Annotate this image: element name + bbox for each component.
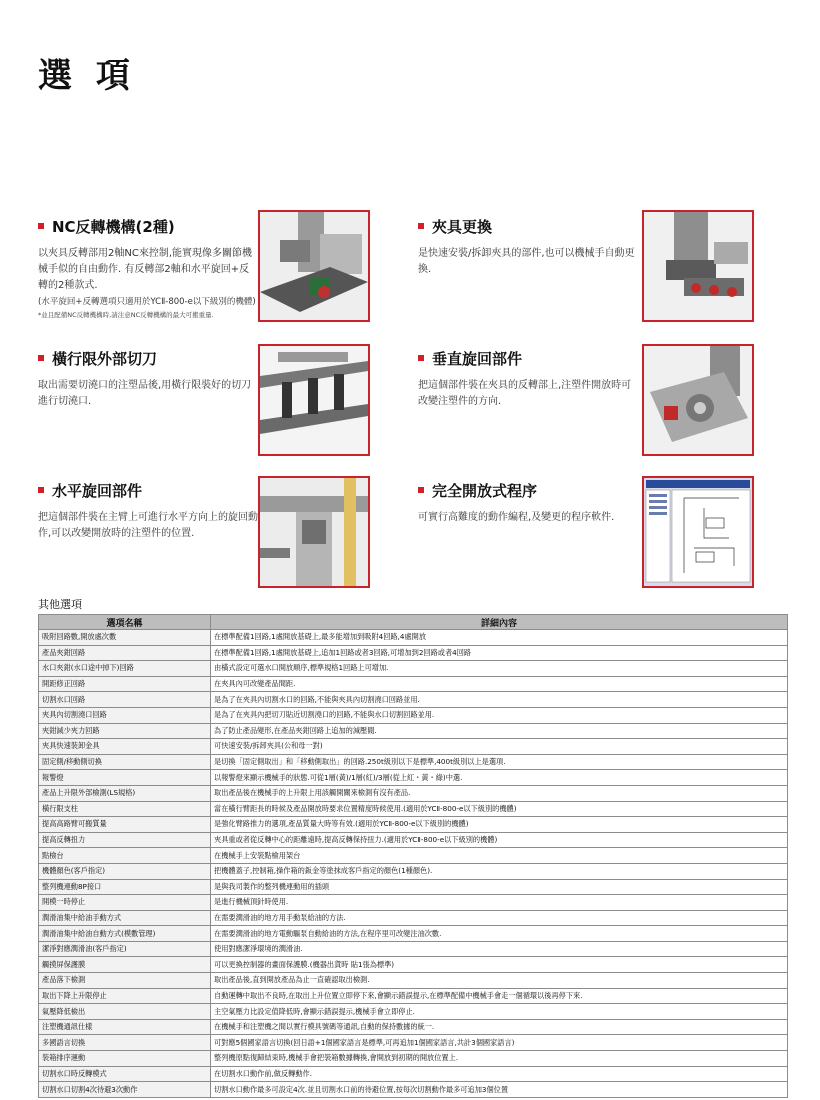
option-detail-cell: 是為了在夾具內切割水口的回路,不能與夾具內切割澆口回路並用. [211, 692, 788, 708]
option-detail-cell: 取出產品後在機械手的上升限上用該觸開關來檢測有沒有產品. [211, 785, 788, 801]
feature-heading-text: 橫行限外部切刀 [52, 349, 158, 368]
table-header-row [39, 615, 788, 630]
option-detail-cell: 在機械手上安裝點檢用架台 [211, 848, 788, 864]
feature-heading [38, 348, 258, 368]
table-row [39, 1004, 788, 1020]
table-row [39, 941, 788, 957]
option-name-cell: 橫行限支柱 [39, 801, 211, 817]
option-detail-cell: 取出產品後,直到開放產品為止一直確認取出檢測. [211, 973, 788, 989]
option-name-cell: 提高高路臂可搬質量 [39, 817, 211, 833]
option-name-cell: 整列機連動8P接口 [39, 879, 211, 895]
feature-footnote: *並且配備NC反轉機構時,請注意NC反轉機構的最大可搬重量. [38, 311, 214, 319]
option-name-cell: 點檢台 [39, 848, 211, 864]
nc-rotation-photo [258, 210, 370, 322]
option-detail-cell: 以報警燈來顯示機械手的狀態.可從1層(黃)/1層(紅)/3層(從上紅・黃・綠)中選. [211, 770, 788, 786]
table-row [39, 848, 788, 864]
column-header-details: 詳細內容 [211, 615, 788, 630]
table-row [39, 645, 788, 661]
feature-heading-text: 垂直旋回部件 [432, 349, 523, 368]
table-row [39, 863, 788, 879]
option-detail-cell: 是與我司製作的整列機連動用的插頭 [211, 879, 788, 895]
options-table-body [39, 630, 788, 1098]
feature-vertical-rotation [418, 348, 638, 410]
feature-description: 取出需要切澆口的注塑品後,用橫行限裝好的切刀進行切澆口. [38, 380, 252, 407]
option-name-cell: 觸摸屏保護膜 [39, 957, 211, 973]
table-row [39, 801, 788, 817]
option-detail-cell: 在標準配備1回路,1處開放基礎上,追加1回路或者3回路,可增加到2回路或者4回路 [211, 645, 788, 661]
table-row [39, 754, 788, 770]
table-row [39, 739, 788, 755]
table-row [39, 723, 788, 739]
option-name-cell: 裝箱排序運動 [39, 1051, 211, 1067]
option-name-cell: 開距修正回路 [39, 676, 211, 692]
feature-heading-text: 夾具更換 [432, 217, 493, 236]
table-row [39, 1082, 788, 1098]
options-table [38, 614, 788, 1098]
option-detail-cell: 可快速安裝/拆卸夾具(公和母一對) [211, 739, 788, 755]
table-row [39, 707, 788, 723]
feature-nc-rotation [38, 216, 258, 320]
option-name-cell: 吸附回路數,開放處次數 [39, 630, 211, 646]
bullet-icon [418, 355, 424, 361]
feature-heading [418, 480, 638, 500]
vertical-rotation-photo [642, 344, 754, 456]
table-row [39, 785, 788, 801]
option-detail-cell: 在需要潤滑油的地方電動驅泵自動給油的方法,在程序里可改變注油次數. [211, 926, 788, 942]
option-detail-cell: 在機械手和注塑機之間以實行模具號碼等通訊,自動的保持數據的統一. [211, 1019, 788, 1035]
option-detail-cell: 自動運轉中取出不良時,在取出上升位置立即停下來,會顯示錯誤提示,在標準配備中機械手會走一個循環以後再停下來. [211, 988, 788, 1004]
feature-heading-text: 完全開放式程序 [432, 481, 538, 500]
table-row [39, 973, 788, 989]
option-detail-cell: 是進行機械頂針時使用. [211, 895, 788, 911]
option-detail-cell: 夾具重或者從反轉中心的距離遠時,提高反轉保持扭力.(適用於YCⅡ-800-e以下級別的機體) [211, 832, 788, 848]
option-name-cell: 潤滑油集中給油自動方式(模數管理) [39, 926, 211, 942]
option-name-cell: 機體顏色(客戶指定) [39, 863, 211, 879]
table-row [39, 1051, 788, 1067]
bullet-icon [418, 223, 424, 229]
traverse-cutter-photo [258, 344, 370, 456]
feature-heading [38, 216, 258, 236]
option-name-cell: 產品落下檢測 [39, 973, 211, 989]
column-header-option-name: 選項名稱 [39, 615, 211, 630]
option-detail-cell: 由橫式設定可選水口開放順序,標準規格1回路上可增加. [211, 661, 788, 677]
option-name-cell: 提高反轉扭力 [39, 832, 211, 848]
feature-description: 可實行高難度的動作編程,及變更的程序軟件. [418, 512, 615, 523]
program-screen-photo [642, 476, 754, 588]
table-row [39, 661, 788, 677]
option-detail-cell: 切割水口動作最多可設定4次.並且切割水口前的待避位置,按每次切割動作最多可追加3個位置 [211, 1082, 788, 1098]
option-detail-cell: 在夾具內可改變產品間距. [211, 676, 788, 692]
table-row [39, 879, 788, 895]
option-name-cell: 報警燈 [39, 770, 211, 786]
table-row [39, 832, 788, 848]
table-row [39, 676, 788, 692]
bullet-icon [38, 355, 44, 361]
table-row [39, 630, 788, 646]
option-name-cell: 潤滑油集中給油手動方式 [39, 910, 211, 926]
horizontal-rotation-photo [258, 476, 370, 588]
clamp-change-photo [642, 210, 754, 322]
feature-description: 以夾具反轉部用2軸NC來控制,能實現像多關節機械手似的自由動作. 有反轉部2軸和水平旋回+反轉的2種款式. [38, 248, 253, 291]
table-row [39, 910, 788, 926]
feature-open-program [418, 480, 638, 526]
option-detail-cell: 在切割水口動作前,做反轉動作. [211, 1066, 788, 1082]
option-detail-cell: 可對應5個國家語言切換(回日語+1個國家語言是標準,可再追加1個國家語言,共計3個國家語言) [211, 1035, 788, 1051]
page-title: 選 項 [38, 56, 136, 96]
feature-horizontal-rotation [38, 480, 258, 542]
option-name-cell: 切割水口回路 [39, 692, 211, 708]
option-detail-cell: 主空氣壓力比設定值降低時,會顯示錯誤提示,機械手會立即停止. [211, 1004, 788, 1020]
feature-description: 把這個部件裝在主臂上可進行水平方向上的旋回動作,可以改變開放時的注塑件的位置. [38, 512, 258, 539]
option-detail-cell: 為了防止產品變形,在產品夾鉗回路上追加的減壓閥. [211, 723, 788, 739]
table-row [39, 817, 788, 833]
option-name-cell: 潔淨對應潤滑油(客戶指定) [39, 941, 211, 957]
option-name-cell: 切割水口切割4次待避3次動作 [39, 1082, 211, 1098]
table-row [39, 926, 788, 942]
table-row [39, 1066, 788, 1082]
option-name-cell: 取出下降上升限停止 [39, 988, 211, 1004]
other-options-title: 其他選項 [38, 598, 82, 611]
option-detail-cell: 整列機原點復歸結束時,機械手會把裝箱數據轉換,會開放到初期的開放位置上. [211, 1051, 788, 1067]
feature-heading-text: 水平旋回部件 [52, 481, 143, 500]
option-name-cell: 水口夾鉗(水口途中掉下)回路 [39, 661, 211, 677]
bullet-icon [38, 487, 44, 493]
option-detail-cell: 在標準配備1回路,1處開放基礎上,最多能增加到吸附4回路,4處開放 [211, 630, 788, 646]
feature-description: 是快速安裝/拆卸夾具的部件,也可以機械手自動更換. [418, 248, 635, 275]
table-row [39, 895, 788, 911]
option-detail-cell: 在需要潤滑油的地方用手動泵給油的方法. [211, 910, 788, 926]
option-name-cell: 開模一時停止 [39, 895, 211, 911]
option-name-cell: 產品上升限外部檢測(LS規格) [39, 785, 211, 801]
feature-heading [38, 480, 258, 500]
feature-heading [418, 348, 638, 368]
table-row [39, 1035, 788, 1051]
feature-traverse-cutter [38, 348, 258, 410]
table-row [39, 957, 788, 973]
table-row [39, 1019, 788, 1035]
option-detail-cell: 使用對應潔淨環境的潤滑油. [211, 941, 788, 957]
option-name-cell: 注塑機通訊仕樣 [39, 1019, 211, 1035]
feature-heading [418, 216, 638, 236]
feature-description: 把這個部件裝在夾具的反轉部上,注塑件開放時可改變注塑件的方向. [418, 380, 632, 407]
table-row [39, 770, 788, 786]
option-detail-cell: 是為了在夾具內把切刀貼近切割澆口的回路,不能與水口切割回路並用. [211, 707, 788, 723]
bullet-icon [38, 223, 44, 229]
option-detail-cell: 把機體蓋子,控制箱,操作箱的鈑金等塗抹成客戶指定的顏色(1種顏色). [211, 863, 788, 879]
option-name-cell: 夾具快速裝卸金具 [39, 739, 211, 755]
feature-clamp-change [418, 216, 638, 278]
option-name-cell: 多國語言切換 [39, 1035, 211, 1051]
option-detail-cell: 可以更換控制器的畫面保護膜.(機器出貨時 貼1張為標準) [211, 957, 788, 973]
table-row [39, 692, 788, 708]
option-name-cell: 夾具內切割澆口回路 [39, 707, 211, 723]
option-name-cell: 夾鉗減少夾力回路 [39, 723, 211, 739]
option-name-cell: 氣壓降低檢出 [39, 1004, 211, 1020]
option-detail-cell: 是切換「固定側取出」和「移動側取出」的回路.250t級別以下是標準,400t級別以上是選項. [211, 754, 788, 770]
feature-heading-text: NC反轉機構(2種) [52, 217, 175, 236]
option-name-cell: 切割水口時反轉模式 [39, 1066, 211, 1082]
option-detail-cell: 是強化臂路推力的選項,產品質量大時等有效.(適用於YCⅡ-800-e以下級別的機體) [211, 817, 788, 833]
bullet-icon [418, 487, 424, 493]
feature-note: (水平旋回+反轉選項只適用於YCⅡ-800-e以下級別的機體) [38, 297, 256, 307]
option-name-cell: 固定側/移動側切換 [39, 754, 211, 770]
option-name-cell: 產品夾鉗回路 [39, 645, 211, 661]
option-detail-cell: 當在橫行臂距長的時候及產品開放時要求位置精度時候使用.(適用於YCⅡ-800-e以下級別的機體) [211, 801, 788, 817]
table-row [39, 988, 788, 1004]
